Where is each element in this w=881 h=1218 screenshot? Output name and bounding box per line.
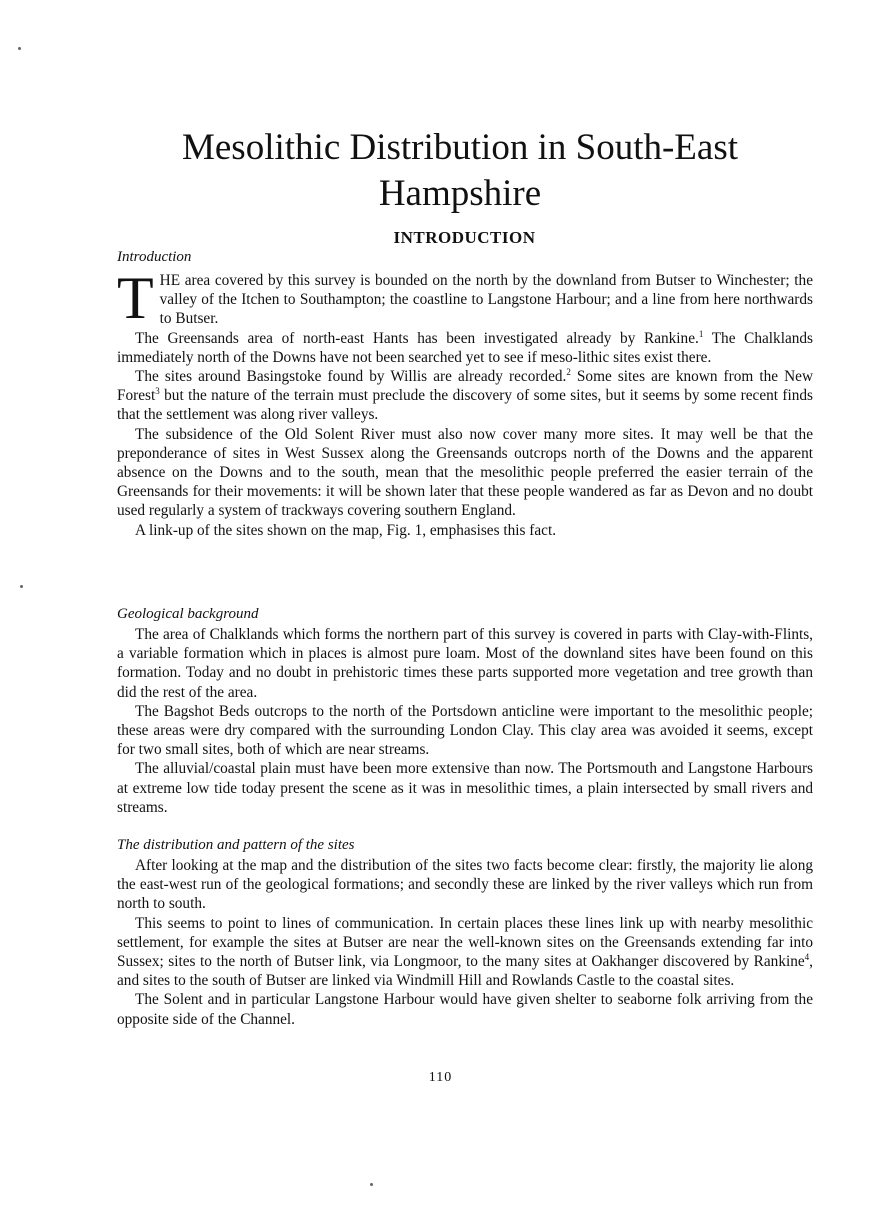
page-number: 110: [428, 1070, 453, 1085]
geo-paragraph-3: The alluvial/coastal plain must have been more extensive than now. The Portsmouth and Langstone Harbours at extreme low tide today present the scene as it was in mesolithic times, a plain intersected by small rivers and streams.: [117, 760, 813, 816]
intro-paragraph-4: The subsidence of the Old Solent River must also now cover many more sites. It may well be that the preponderance of sites in West Sussex along the Greensands outcrops north of the Downs and the apparent absence on the Downs and to the south, mean that the mesolithic people preferred the easier terrain of the Greensands for their movements: it will be shown later that these people wandered as far as Devon and no doubt used regularly a system of trackways covering southern England.: [117, 425, 813, 520]
geo-paragraph-2: The Bagshot Beds outcrops to the north of the Portsdown anticline were important to the mesolithic people; these areas were dry compared with the surrounding London Clay. This clay area was avoided it seems, except for two small sites, both of which are near streams.: [117, 702, 813, 759]
section-heading: INTRODUCTION: [393, 228, 536, 247]
dist-paragraph-1: After looking at the map and the distribution of the sites two facts become clear: firstly, the majority lie along the east-west run of the geological formations; and secondly these are linked by the river valleys which run from north to south.: [117, 857, 813, 913]
geological-heading: Geological background: [117, 606, 259, 622]
distribution-section: [117, 856, 813, 1029]
introduction-section: [117, 265, 813, 540]
introduction-heading: Introduction: [117, 249, 192, 265]
geo-paragraph-1: The area of Chalklands which forms the northern part of this survey is covered in parts with Clay-with-Flints, a variable formation which in places is almost pure loam. Most of the downland sites have been found on this formation. Today and no doubt in prehistoric times these parts supported more vegetation and tree growth than did the rest of the area.: [117, 626, 813, 701]
distribution-heading: The distribution and pattern of the sites: [117, 837, 355, 853]
dist-paragraph-3: The Solent and in particular Langstone Harbour would have given shelter to seaborne folk arriving from the opposite side of the Channel.: [117, 991, 813, 1028]
intro-paragraph-2: The Greensands area of north-east Hants has been investigated already by Rankine.$^1$ The Chalklands immediately north of the Downs have not been searched yet to see if meso-lithic sites exist there.: [117, 328, 813, 366]
scan-speck: [18, 47, 21, 50]
geological-section: [117, 625, 813, 817]
footnote-ref: 3: [155, 386, 160, 397]
page-title: Mesolithic Distribution in South-East Hampshire: [181, 127, 738, 214]
footnote-ref: 4: [804, 951, 810, 962]
intro-paragraph-1: THE area covered by this survey is bounded on the north by the downland from Butser to Winchester; the valley of the Itchen to Southampton; the coastline to Langstone Harbour; and a line from here northwards to Butser.: [117, 265, 813, 331]
footnote-ref: 1: [698, 328, 704, 339]
scan-speck: [370, 1183, 373, 1186]
drop-cap: T: [117, 265, 154, 331]
footnote-ref: 2: [566, 366, 571, 377]
dist-paragraph-2: This seems to point to lines of communication. In certain places these lines link up with nearby mesolithic settlement, for example the sites at Butser are near the well-known sites on the Greensands extending far into Sussex; sites to the north of Butser link, via Longmoor, to the many sites at Oakhanger discovered by Rankine$^4$, and sites to the south of Butser are linked via Windmill Hill and Rowlands Castle to the coastal sites.: [117, 914, 813, 990]
intro-paragraph-3: The sites around Basingstoke found by Willis are already recorded.$^2$ Some sites are known from the New Forest$^3$ but the nature of the terrain must preclude the discovery of some sites, but it seems by some recent finds that the settlement was along river valleys.: [117, 366, 813, 424]
intro-paragraph-5: A link-up of the sites shown on the map, Fig. 1, emphasises this fact.: [135, 521, 557, 539]
scan-speck: [20, 585, 23, 588]
